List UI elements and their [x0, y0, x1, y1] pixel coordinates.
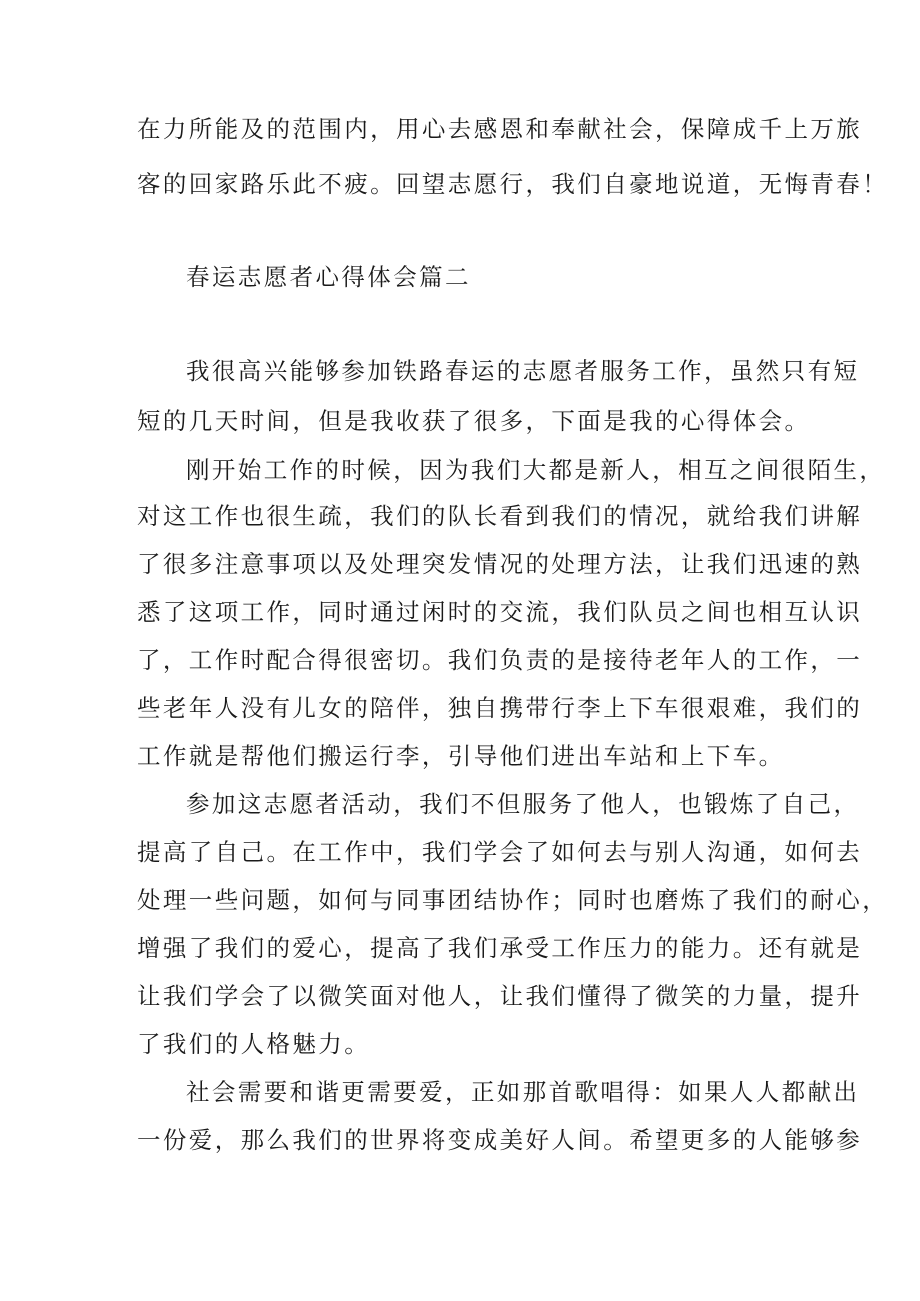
paragraph-line: 参加这志愿者活动，我们不但服务了他人，也锻炼了自己，: [186, 790, 860, 818]
paragraph-line: 了我们的人格魅力。: [137, 1030, 371, 1058]
paragraph-line: 提高了自己。在工作中，我们学会了如何去与别人沟通，如何去: [137, 838, 863, 866]
paragraph-line: 一份爱，那么我们的世界将变成美好人间。希望更多的人能够参: [137, 1126, 863, 1154]
paragraph-line: 些老年人没有儿女的陪伴，独自携带行李上下车很艰难，我们的: [137, 694, 863, 722]
intro-line: 在力所能及的范围内，用心去感恩和奉献社会，保障成千上万旅: [137, 115, 863, 143]
intro-line: 客的回家路乐此不疲。回望志愿行，我们自豪地说道，无悔青春！: [137, 170, 889, 198]
paragraph-line: 工作就是帮他们搬运行李，引导他们进出车站和上下车。: [137, 742, 785, 770]
section-heading: 春运志愿者心得体会篇二: [186, 263, 471, 291]
paragraph-line: 短的几天时间，但是我收获了很多，下面是我的心得体会。: [137, 407, 811, 435]
paragraph-line: 社会需要和谐更需要爱，正如那首歌唱得：如果人人都献出: [186, 1078, 860, 1106]
paragraph-line: 增强了我们的爱心，提高了我们承受工作压力的能力。还有就是: [137, 934, 863, 962]
paragraph-line: 处理一些问题，如何与同事团结协作；同时也磨炼了我们的耐心，: [137, 886, 889, 914]
paragraph-line: 悉了这项工作，同时通过闲时的交流，我们队员之间也相互认识: [137, 598, 863, 626]
paragraph-line: 刚开始工作的时候，因为我们大都是新人，相互之间很陌生，: [186, 456, 886, 484]
paragraph-line: 对这工作也很生疏，我们的队长看到我们的情况，就给我们讲解: [137, 502, 863, 530]
paragraph-line: 了，工作时配合得很密切。我们负责的是接待老年人的工作，一: [137, 646, 863, 674]
paragraph-line: 了很多注意事项以及处理突发情况的处理方法，让我们迅速的熟: [137, 550, 863, 578]
paragraph-line: 让我们学会了以微笑面对他人，让我们懂得了微笑的力量，提升: [137, 982, 863, 1010]
paragraph-line: 我很高兴能够参加铁路春运的志愿者服务工作，虽然只有短: [186, 357, 860, 385]
